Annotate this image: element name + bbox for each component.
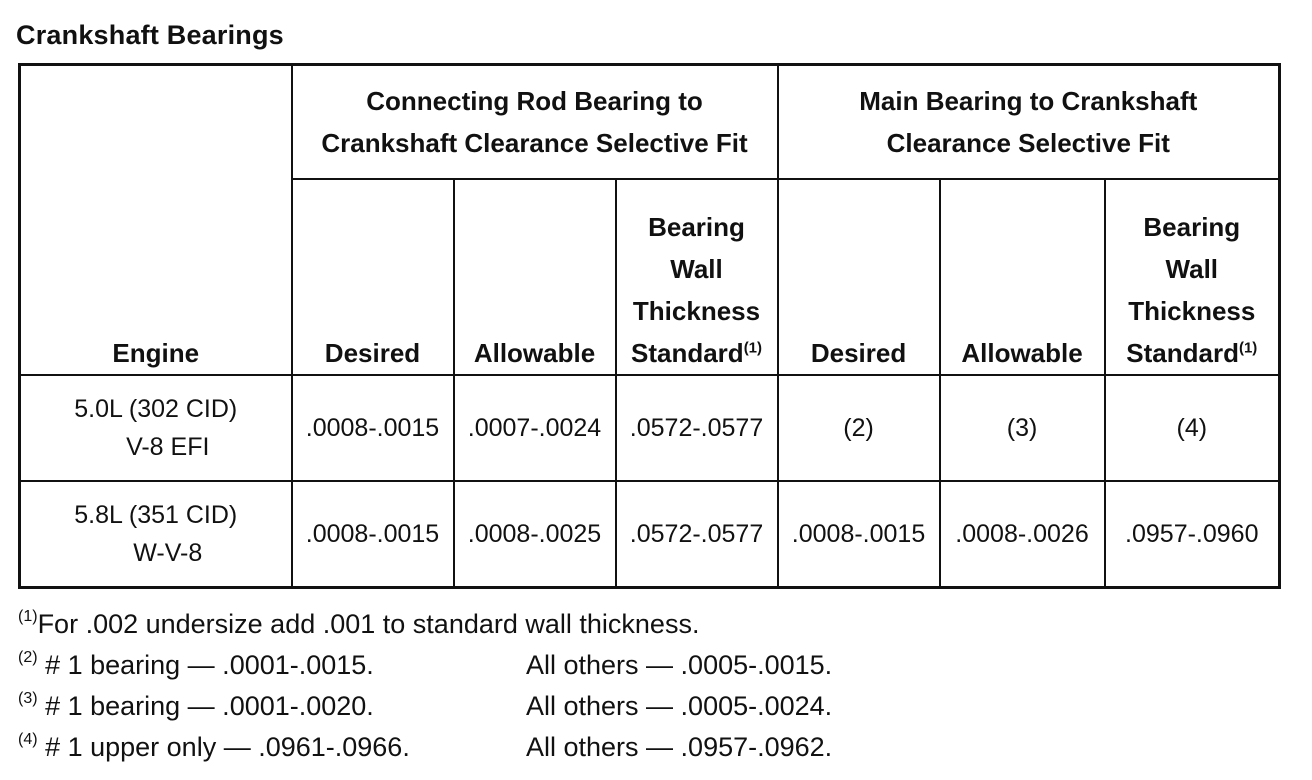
- rod-wall-cell: .0572-.0577: [616, 375, 778, 481]
- footnote-left-text: # 1 upper only — .0961-.0966.: [45, 732, 410, 762]
- footnote-left-text: # 1 bearing — .0001-.0015.: [45, 650, 374, 680]
- engine-cell: [20, 375, 292, 481]
- main-wall-cell: (4): [1105, 375, 1280, 481]
- rod-bearing-group-header: [292, 65, 778, 180]
- footnote-mark: (2): [18, 649, 38, 666]
- footnote-mark: (1): [18, 608, 38, 625]
- bearing-word: Bearing: [648, 212, 745, 242]
- footnote-ref: (1): [1238, 339, 1258, 357]
- engine-column-header: Engine: [20, 65, 292, 376]
- engine-line1: 5.0L (302 CID): [74, 395, 238, 423]
- bearing-word: Bearing: [1143, 212, 1241, 242]
- main-bearing-wall-header: [1105, 179, 1280, 375]
- footnote-mark: (3): [18, 690, 38, 707]
- standard-word: Standard: [631, 338, 744, 368]
- rod-desired-cell: .0008-.0015: [292, 481, 454, 588]
- wall-word: Wall: [670, 254, 723, 284]
- thickness-word: Thickness: [1128, 296, 1256, 326]
- page-title: Crankshaft Bearings: [16, 20, 284, 50]
- rod-group-line1: Connecting Rod Bearing to: [366, 86, 703, 116]
- engine-line1: 5.8L (351 CID): [74, 501, 238, 529]
- rod-wall-cell: .0572-.0577: [616, 481, 778, 588]
- thickness-word: Thickness: [632, 296, 761, 326]
- main-allowable-header: Allowable: [940, 179, 1105, 375]
- crankshaft-bearings-table: [18, 63, 1281, 589]
- rod-bearing-wall-header: [616, 179, 778, 375]
- engine-cell: [20, 481, 292, 588]
- footnote-4: [18, 727, 1278, 768]
- main-desired-cell: .0008-.0015: [778, 481, 940, 588]
- rod-group-line2: Crankshaft Clearance Selective Fit: [321, 128, 748, 158]
- rod-desired-header: Desired: [292, 179, 454, 375]
- table-row: [20, 481, 1280, 588]
- main-desired-header: Desired: [778, 179, 940, 375]
- standard-word: Standard: [1126, 338, 1239, 368]
- engine-line2: V-8 EFI: [126, 433, 210, 461]
- footnote-1: [18, 604, 1278, 645]
- footnote-right-text: All others — .0005-.0015.: [526, 650, 833, 680]
- wall-word: Wall: [1165, 254, 1219, 284]
- rod-allowable-cell: .0008-.0025: [454, 481, 616, 588]
- footnote-right-text: All others — .0005-.0024.: [526, 691, 833, 721]
- group-header-row: [20, 65, 1280, 180]
- main-group-line1: Main Bearing to Crankshaft: [859, 86, 1198, 116]
- rod-desired-cell: .0008-.0015: [292, 375, 454, 481]
- main-allowable-cell: .0008-.0026: [940, 481, 1105, 588]
- main-desired-cell: (2): [778, 375, 940, 481]
- main-group-line2: Clearance Selective Fit: [886, 128, 1170, 158]
- table-row: [20, 375, 1280, 481]
- footnote-text: For .002 undersize add .001 to standard wall thickness.: [37, 609, 700, 639]
- rod-allowable-header: Allowable: [454, 179, 616, 375]
- footnote-3: [18, 686, 1278, 727]
- footnotes: [18, 604, 1278, 768]
- footnote-right-text: All others — .0957-.0962.: [526, 732, 833, 762]
- main-bearing-group-header: [778, 65, 1280, 180]
- footnote-left-text: # 1 bearing — .0001-.0020.: [45, 691, 374, 721]
- rod-allowable-cell: .0007-.0024: [454, 375, 616, 481]
- footnote-2: [18, 645, 1278, 686]
- footnote-mark: (4): [18, 731, 38, 748]
- main-wall-cell: .0957-.0960: [1105, 481, 1280, 588]
- engine-line2: W-V-8: [133, 539, 203, 567]
- footnote-ref: (1): [743, 339, 763, 357]
- main-allowable-cell: (3): [940, 375, 1105, 481]
